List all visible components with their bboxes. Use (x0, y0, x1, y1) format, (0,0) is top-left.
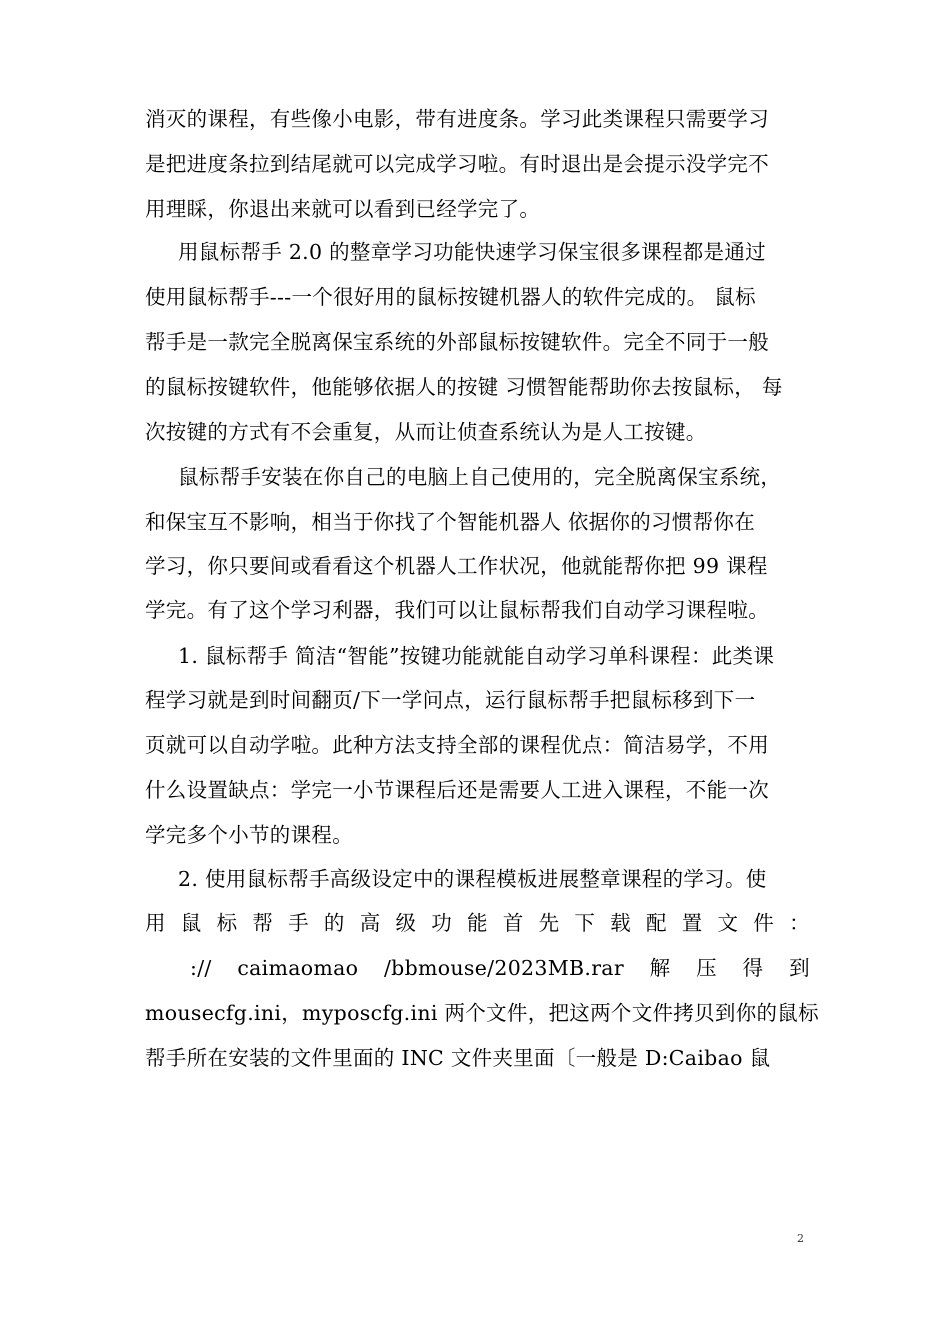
paragraph-first-line: 鼠标帮手安装在你自己的电脑上自己使用的，完全脱离保宝系统， (178, 465, 782, 489)
word: 到 (789, 956, 810, 980)
word: 件 (753, 911, 775, 935)
word: 解 (649, 956, 671, 980)
text-line: 学完。有了这个学习利器，我们可以让鼠标帮我们自动学习课程啦。 (145, 598, 769, 622)
word: 的 (323, 911, 345, 935)
text-line: 次按键的方式有不会重复，从而让侦查系统认为是人工按键。 (145, 420, 707, 444)
paragraph-first-line: 用鼠标帮手 2.0 的整章学习功能快速学习保宝很多课程都是通过 (178, 240, 766, 264)
word: 能 (467, 911, 488, 935)
word: 级 (395, 911, 417, 935)
url-part: /bbmouse/2023MB.rar (383, 956, 624, 980)
word: 标 (216, 911, 238, 935)
word: 功 (431, 911, 453, 935)
word: ： (789, 911, 810, 935)
page-number: 2 (797, 1232, 804, 1245)
text-line: 是把进度条拉到结尾就可以完成学习啦。有时退出是会提示没学完不 (145, 152, 769, 176)
word: 高 (359, 911, 381, 935)
word: 先 (538, 911, 560, 935)
text-line: 用理睬，你退出来就可以看到已经学完了。 (145, 197, 541, 221)
text-line: 的鼠标按键软件，他能够依据人的按键 习惯智能帮助你去按鼠标， 每 (145, 375, 783, 399)
word: 鼠 (180, 911, 202, 935)
text-line: 程学习就是到时间翻页/下一学问点，运行鼠标帮手把鼠标移到下一 (145, 688, 756, 712)
word: 得 (742, 956, 764, 980)
word: 首 (502, 911, 524, 935)
word: 用 (145, 911, 166, 935)
text-line: 页就可以自动学啦。此种方法支持全部的课程优点：简洁易学，不用 (145, 733, 769, 757)
justified-line (145, 908, 810, 938)
url-part: caimaomao (237, 956, 359, 980)
text-line: 学完多个小节的课程。 (145, 823, 353, 847)
text-line: 学习，你只要间或看看这个机器人工作状况，他就能帮你把 99 课程 (145, 554, 768, 578)
text-line: 什么设置缺点：学完一小节课程后还是需要人工进入课程，不能一次 (145, 778, 769, 802)
word: 帮 (252, 911, 274, 935)
url-part: :// (190, 956, 212, 980)
list-item-first-line: 1. 鼠标帮手 简洁“智能”按键功能就能自动学习单科课程：此类课 (178, 644, 775, 668)
text-line: 帮手是一款完全脱离保宝系统的外部鼠标按键软件。完全不同于一般 (145, 330, 769, 354)
word: 手 (288, 911, 309, 935)
word: 配 (645, 911, 667, 935)
list-item-first-line: 2. 使用鼠标帮手高级设定中的课程模板进展整章课程的学习。使 (178, 867, 767, 891)
text-line: mousecfg.ini，myposcfg.ini 两个文件，把这两个文件拷贝到你的鼠标 (145, 1001, 819, 1025)
text-line: 消灭的课程，有些像小电影，带有进度条。学习此类课程只需要学习 (145, 107, 769, 131)
word: 文 (717, 911, 739, 935)
word: 载 (610, 911, 631, 935)
text-line: 和保宝互不影响，相当于你找了个智能机器人 依据你的习惯帮你在 (145, 510, 756, 534)
text-line: 使用鼠标帮手---一个很好用的鼠标按键机器人的软件完成的。 鼠标 (145, 285, 756, 309)
word: 下 (574, 911, 596, 935)
word: 压 (696, 956, 717, 980)
url-line (190, 953, 810, 983)
text-line: 帮手所在安装的文件里面的 INC 文件夹里面〔一般是 D:Caibao 鼠 (145, 1046, 771, 1070)
word: 置 (681, 911, 703, 935)
